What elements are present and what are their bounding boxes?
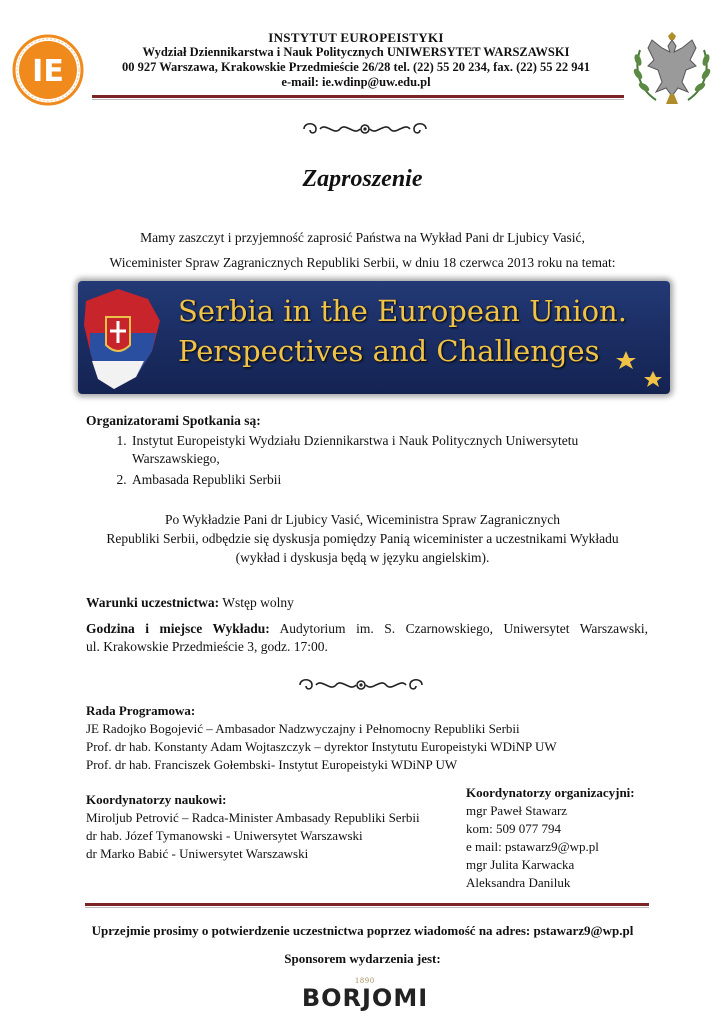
- banner-title-line-1: Serbia in the European Union.: [178, 294, 627, 328]
- discussion-line-2: Republiki Serbii, odbędzie się dyskusja pomiędzy Panią wiceminister a uczestnikami Wykładu: [106, 531, 619, 546]
- institute-logo-text: IE: [32, 54, 64, 89]
- header-divider: [92, 95, 624, 98]
- organizational-coordinator-email[interactable]: e mail: pstawarz9@wp.pl: [466, 839, 599, 854]
- time-place-label: Godzina i miejsce Wykładu:: [86, 621, 270, 636]
- participation-conditions: [86, 594, 294, 612]
- organizational-coordinator-line: mgr Julita Karwacka: [466, 857, 575, 872]
- program-council-member: Prof. dr hab. Konstanty Adam Wojtaszczyk – dyrektor Instytutu Europeistyki WDiNP UW: [86, 739, 557, 754]
- sponsor-label: Sponsorem wydarzenia jest:: [284, 951, 441, 966]
- scientific-coordinator: dr hab. Józef Tymanowski - Uniwersytet Warszawski: [86, 828, 363, 843]
- sponsor-logo: [300, 976, 430, 1014]
- header-address: 00 927 Warszawa, Krakowskie Przedmieście 26/28 tel. (22) 55 20 234, fax. (22) 55 22 941: [121, 60, 591, 74]
- time-place-line-1: [86, 620, 648, 638]
- header-divider-thin: [92, 99, 624, 100]
- banner-title-line-2: Perspectives and Challenges: [178, 334, 600, 368]
- institute-header: [86, 30, 626, 90]
- decorative-ornament: [300, 118, 430, 140]
- footer-divider-thin: [85, 907, 649, 908]
- organizers-heading: Organizatorami Spotkania są:: [86, 413, 261, 428]
- invitation-title: Zaproszenie: [302, 166, 423, 192]
- header-email: e-mail: ie.wdinp@uw.edu.pl: [281, 75, 431, 89]
- time-place-venue: Audytorium im. S. Czarnowskiego, Uniwersytet Warszawski,: [279, 621, 648, 636]
- scientific-coordinator: dr Marko Babić - Uniwersytet Warszawski: [86, 846, 309, 861]
- lecture-banner: [78, 281, 670, 394]
- scientific-coordinators-heading: Koordynatorzy naukowi:: [86, 792, 227, 807]
- intro-line-1: Mamy zaszczyt i przyjemność zaprosić Państwa na Wykład Pani dr Ljubicy Vasić,: [140, 230, 585, 245]
- discussion-line-1: Po Wykładzie Pani dr Ljubicy Vasić, Wiceministra Spraw Zagranicznych: [165, 512, 560, 527]
- organizational-coordinator-line: kom: 509 077 794: [466, 821, 561, 836]
- organizers-list: [86, 432, 646, 489]
- sponsor-logo-name: BORJOMI: [301, 984, 429, 1012]
- program-council-heading: Rada Programowa:: [86, 703, 196, 718]
- organizational-coordinators-heading: Koordynatorzy organizacyjni:: [466, 785, 635, 800]
- conditions-label: Warunki uczestnictwa:: [86, 595, 220, 610]
- sponsor-logo-year: 1890: [355, 976, 375, 985]
- confirmation-request: Uprzejmie prosimy o potwierdzenie uczestnictwa poprzez wiadomość na adres: pstawarz9@wp.pl: [91, 923, 634, 938]
- footer-divider: [85, 903, 649, 906]
- intro-line-2: Wiceminister Spraw Zagranicznych Republiki Serbii, w dniu 18 czerwca 2013 roku na temat:: [109, 255, 616, 270]
- discussion-line-3: (wykład i dyskusja będą w języku angielskim).: [235, 550, 490, 565]
- organizer-item: 2. Ambasada Republiki Serbii: [130, 471, 646, 489]
- decorative-ornament: [296, 674, 426, 696]
- institute-logo: [12, 34, 84, 106]
- organizer-item: 1. Instytut Europeistyki Wydziału Dziennikarstwa i Nauk Politycznych Uniwersytetu Warszawskiego,: [130, 432, 646, 471]
- program-council-member: JE Radojko Bogojević – Ambasador Nadzwyczajny i Pełnomocny Republiki Serbii: [86, 721, 520, 736]
- header-institute-name: INSTYTUT EUROPEISTYKI: [268, 30, 444, 45]
- scientific-coordinator: Miroljub Petrović – Radca-Minister Ambasady Republiki Serbii: [86, 810, 420, 825]
- organizational-coordinator-line: mgr Paweł Stawarz: [466, 803, 568, 818]
- header-faculty-name: Wydział Dziennikarstwa i Nauk Politycznych UNIWERSYTET WARSZAWSKI: [142, 45, 570, 59]
- time-place-line-2: ul. Krakowskie Przedmieście 3, godz. 17:00.: [86, 639, 328, 654]
- university-eagle-emblem: [630, 30, 714, 108]
- banner-title: [178, 291, 668, 371]
- conditions-value: Wstęp wolny: [222, 595, 294, 610]
- program-council-member: Prof. dr hab. Franciszek Gołembski- Instytut Europeistyki WDiNP UW: [86, 757, 458, 772]
- organizational-coordinator-line: Aleksandra Daniluk: [466, 875, 571, 890]
